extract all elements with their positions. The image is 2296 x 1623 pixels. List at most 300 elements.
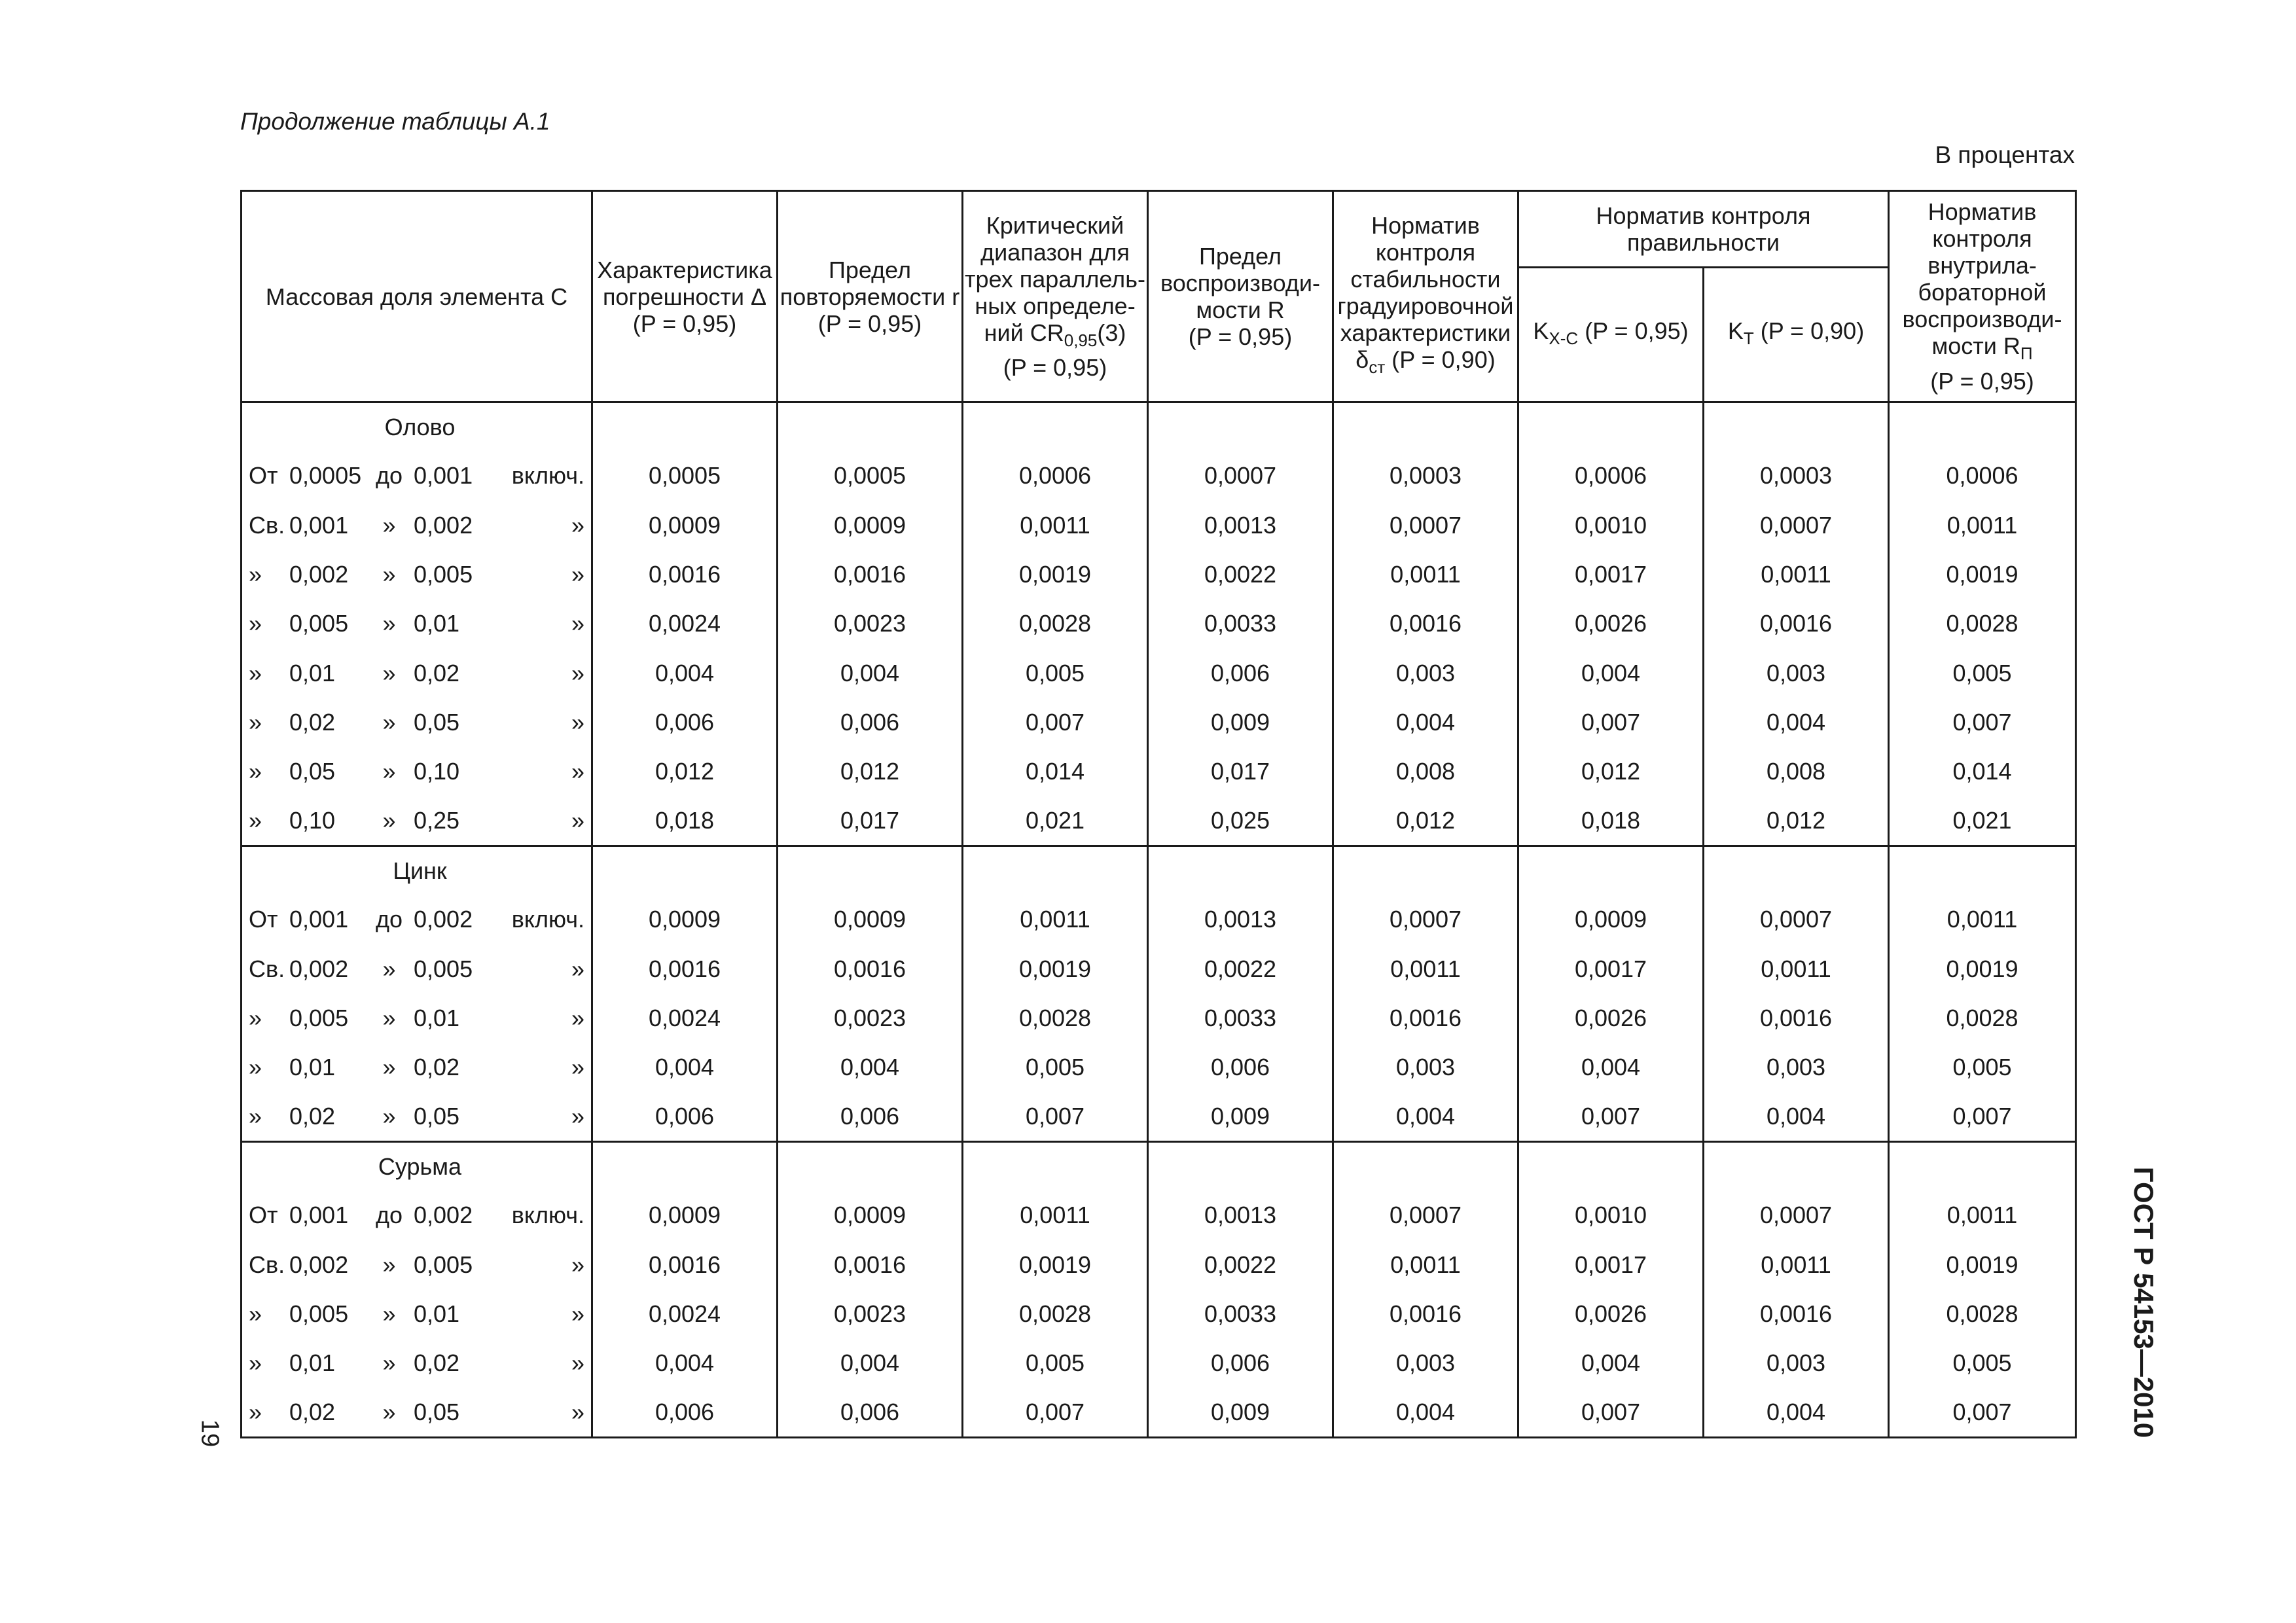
range-to-word: до	[375, 1202, 403, 1229]
range-to: 0,25	[414, 807, 460, 834]
range-to-word: »	[382, 758, 396, 785]
range-to-word: до	[375, 462, 403, 490]
value-cell: 0,0016	[1704, 1289, 1889, 1338]
range-from: 0,10	[289, 807, 336, 834]
element-group	[242, 402, 2076, 846]
value-cell: 0,007	[1518, 1092, 1704, 1141]
value-cell: 0,0016	[778, 1240, 963, 1289]
range-prefix: »	[249, 1005, 262, 1032]
value-cell: 0,0010	[1518, 1191, 1704, 1240]
empty-cell	[592, 402, 778, 452]
table-row	[242, 1043, 2076, 1092]
value-cell: 0,0011	[1704, 550, 1889, 599]
value-cell: 0,0011	[963, 895, 1148, 944]
table-row	[242, 796, 2076, 846]
table-row	[242, 698, 2076, 747]
range-suffix: »	[571, 659, 584, 687]
value-cell: 0,0007	[1333, 501, 1518, 550]
value-cell: 0,005	[1889, 649, 2076, 698]
value-cell: 0,0033	[1148, 1289, 1333, 1338]
value-cell: 0,008	[1333, 747, 1518, 796]
range-to-word: »	[382, 1349, 396, 1377]
value-cell: 0,0011	[1889, 1191, 2076, 1240]
value-cell: 0,0023	[778, 993, 963, 1043]
value-cell: 0,025	[1148, 796, 1333, 846]
value-cell: 0,005	[963, 649, 1148, 698]
range-from: 0,005	[289, 1005, 349, 1032]
element-group	[242, 1142, 2076, 1438]
page-number: 19	[196, 1419, 224, 1448]
value-cell: 0,006	[592, 698, 778, 747]
table-caption: Продолжение таблицы А.1	[240, 108, 550, 135]
range-to-word: »	[382, 1251, 396, 1278]
value-cell: 0,012	[592, 747, 778, 796]
value-cell: 0,0026	[1518, 599, 1704, 649]
element-name-row	[242, 1142, 2076, 1191]
value-cell: 0,014	[963, 747, 1148, 796]
range-to-word: »	[382, 659, 396, 687]
table-row	[242, 1289, 2076, 1338]
range-prefix: »	[249, 709, 262, 736]
value-cell: 0,009	[1148, 698, 1333, 747]
header-kxc: $K_{Х-С}$ (P = 0,95)	[1518, 268, 1704, 402]
value-cell: 0,0007	[1333, 1191, 1518, 1240]
range-to-word: »	[382, 709, 396, 736]
value-cell: 0,006	[1148, 1043, 1333, 1092]
range-suffix: »	[571, 610, 584, 637]
empty-cell	[1889, 1142, 2076, 1191]
range-from: 0,002	[289, 561, 349, 588]
value-cell: 0,021	[1889, 796, 2076, 846]
range-suffix: »	[571, 1349, 584, 1377]
mass-range-cell	[242, 1339, 592, 1388]
empty-cell	[592, 846, 778, 895]
range-prefix: Св.	[249, 955, 285, 982]
value-cell: 0,014	[1889, 747, 2076, 796]
value-cell: 0,0011	[1889, 501, 2076, 550]
value-cell: 0,012	[1333, 796, 1518, 846]
value-cell: 0,0022	[1148, 1240, 1333, 1289]
value-cell: 0,005	[963, 1339, 1148, 1388]
range-to-word: »	[382, 1399, 396, 1426]
value-cell: 0,0009	[592, 895, 778, 944]
value-cell: 0,0019	[1889, 550, 2076, 599]
element-name: Олово	[242, 402, 592, 452]
value-cell: 0,0009	[592, 501, 778, 550]
table-row	[242, 1092, 2076, 1141]
table-row	[242, 452, 2076, 501]
value-cell: 0,007	[1518, 698, 1704, 747]
empty-cell	[963, 402, 1148, 452]
value-cell: 0,018	[592, 796, 778, 846]
mass-range-cell	[242, 993, 592, 1043]
range-suffix: »	[571, 561, 584, 588]
value-cell: 0,0028	[963, 1289, 1148, 1338]
value-cell: 0,0028	[963, 599, 1148, 649]
empty-cell	[778, 1142, 963, 1191]
range-suffix: »	[571, 1300, 584, 1328]
value-cell: 0,0016	[1333, 599, 1518, 649]
range-suffix: »	[571, 1005, 584, 1032]
range-to-word: »	[382, 1005, 396, 1032]
table-row	[242, 599, 2076, 649]
value-cell: 0,0016	[1333, 993, 1518, 1043]
range-suffix: »	[571, 511, 584, 539]
range-suffix: »	[571, 1103, 584, 1130]
range-prefix: »	[249, 1399, 262, 1426]
range-from: 0,02	[289, 1103, 336, 1130]
mass-range-cell	[242, 1240, 592, 1289]
value-cell: 0,0007	[1333, 895, 1518, 944]
value-cell: 0,0007	[1704, 501, 1889, 550]
value-cell: 0,017	[1148, 747, 1333, 796]
range-to: 0,002	[414, 1202, 473, 1229]
value-cell: 0,018	[1518, 796, 1704, 846]
value-cell: 0,0026	[1518, 1289, 1704, 1338]
value-cell: 0,017	[778, 796, 963, 846]
value-cell: 0,004	[1333, 1388, 1518, 1437]
value-cell: 0,004	[1333, 698, 1518, 747]
value-cell: 0,005	[1889, 1043, 2076, 1092]
value-cell: 0,006	[778, 1388, 963, 1437]
table-row	[242, 501, 2076, 550]
value-cell: 0,012	[1518, 747, 1704, 796]
table-row	[242, 1191, 2076, 1240]
value-cell: 0,021	[963, 796, 1148, 846]
value-cell: 0,0017	[1518, 550, 1704, 599]
range-to: 0,002	[414, 511, 473, 539]
range-to: 0,02	[414, 659, 460, 687]
value-cell: 0,0016	[1704, 599, 1889, 649]
value-cell: 0,003	[1704, 1339, 1889, 1388]
empty-cell	[1333, 402, 1518, 452]
value-cell: 0,0016	[1333, 1289, 1518, 1338]
element-name-row	[242, 846, 2076, 895]
range-prefix: От	[249, 1202, 278, 1229]
table-row	[242, 550, 2076, 599]
value-cell: 0,0033	[1148, 599, 1333, 649]
value-cell: 0,004	[1518, 649, 1704, 698]
value-cell: 0,0016	[778, 550, 963, 599]
value-cell: 0,0009	[778, 501, 963, 550]
value-cell: 0,0009	[778, 895, 963, 944]
value-cell: 0,0022	[1148, 944, 1333, 993]
range-to: 0,01	[414, 1005, 460, 1032]
value-cell: 0,007	[1518, 1388, 1704, 1437]
range-suffix: »	[571, 1399, 584, 1426]
empty-cell	[1704, 1142, 1889, 1191]
header-kt: $K_Т$ (P = 0,90)	[1704, 268, 1889, 402]
range-prefix: »	[249, 561, 262, 588]
empty-cell	[778, 402, 963, 452]
header-stability: Норматив контроля стабильности градуировочной характеристики $\delta_{ст}$ (P = 0,90)	[1333, 191, 1518, 402]
range-suffix: »	[571, 758, 584, 785]
document-code: ГОСТ Р 54153—2010	[2128, 1166, 2159, 1438]
range-suffix: »	[571, 955, 584, 982]
range-prefix: »	[249, 807, 262, 834]
range-suffix: »	[571, 1054, 584, 1081]
range-prefix: Св.	[249, 1251, 285, 1278]
units-note: В процентах	[1935, 141, 2075, 168]
table-row	[242, 1339, 2076, 1388]
header-correctness: Норматив контроля правильности	[1518, 191, 1889, 268]
value-cell: 0,005	[1889, 1339, 2076, 1388]
value-cell: 0,0003	[1704, 452, 1889, 501]
empty-cell	[1148, 1142, 1333, 1191]
value-cell: 0,0019	[1889, 1240, 2076, 1289]
range-to-word: »	[382, 561, 396, 588]
value-cell: 0,0011	[963, 1191, 1148, 1240]
mass-range-cell	[242, 895, 592, 944]
value-cell: 0,0016	[592, 1240, 778, 1289]
range-to: 0,01	[414, 610, 460, 637]
element-name-row	[242, 402, 2076, 452]
value-cell: 0,0006	[1518, 452, 1704, 501]
value-cell: 0,0011	[1704, 944, 1889, 993]
value-cell: 0,0033	[1148, 993, 1333, 1043]
range-from: 0,002	[289, 1251, 349, 1278]
mass-range-cell	[242, 698, 592, 747]
mass-range-cell	[242, 550, 592, 599]
range-to: 0,10	[414, 758, 460, 785]
header-reproducibility: Предел воспроизводи- мости R (P = 0,95)	[1148, 191, 1333, 402]
mass-range-cell	[242, 796, 592, 846]
value-cell: 0,0016	[592, 944, 778, 993]
range-prefix: »	[249, 1349, 262, 1377]
value-cell: 0,007	[1889, 698, 2076, 747]
value-cell: 0,0013	[1148, 895, 1333, 944]
range-to: 0,02	[414, 1054, 460, 1081]
range-prefix: Св.	[249, 511, 285, 539]
value-cell: 0,004	[1333, 1092, 1518, 1141]
value-cell: 0,0017	[1518, 944, 1704, 993]
value-cell: 0,0016	[778, 944, 963, 993]
table-row	[242, 993, 2076, 1043]
range-from: 0,05	[289, 758, 336, 785]
value-cell: 0,0010	[1518, 501, 1704, 550]
mass-range-cell	[242, 1092, 592, 1141]
value-cell: 0,0011	[1704, 1240, 1889, 1289]
value-cell: 0,003	[1704, 649, 1889, 698]
value-cell: 0,003	[1333, 1043, 1518, 1092]
value-cell: 0,0026	[1518, 993, 1704, 1043]
mass-range-cell	[242, 649, 592, 698]
value-cell: 0,006	[592, 1388, 778, 1437]
range-suffix: »	[571, 807, 584, 834]
header-mass: Массовая доля элемента C	[242, 191, 592, 402]
range-prefix: »	[249, 659, 262, 687]
value-cell: 0,006	[592, 1092, 778, 1141]
value-cell: 0,004	[592, 649, 778, 698]
range-to: 0,005	[414, 561, 473, 588]
value-cell: 0,0009	[778, 1191, 963, 1240]
empty-cell	[1518, 846, 1704, 895]
value-cell: 0,0009	[1518, 895, 1704, 944]
value-cell: 0,0011	[1889, 895, 2076, 944]
range-from: 0,005	[289, 610, 349, 637]
value-cell: 0,004	[1518, 1043, 1704, 1092]
value-cell: 0,0017	[1518, 1240, 1704, 1289]
value-cell: 0,007	[963, 1092, 1148, 1141]
value-cell: 0,0019	[963, 550, 1148, 599]
value-cell: 0,0028	[1889, 993, 2076, 1043]
range-suffix: включ.	[511, 906, 584, 933]
value-cell: 0,009	[1148, 1388, 1333, 1437]
value-cell: 0,006	[1148, 649, 1333, 698]
header-critical-range: Критический диапазон для трех параллель- ных определе- ний $CR_{0,95}(3)$ (P = 0,95)	[963, 191, 1148, 402]
value-cell: 0,006	[778, 1092, 963, 1141]
mass-range-cell	[242, 452, 592, 501]
value-cell: 0,0019	[963, 944, 1148, 993]
value-cell: 0,012	[1704, 796, 1889, 846]
range-to-word: »	[382, 610, 396, 637]
range-to-word: »	[382, 955, 396, 982]
value-cell: 0,0028	[1889, 1289, 2076, 1338]
range-prefix: »	[249, 610, 262, 637]
range-to: 0,05	[414, 709, 460, 736]
empty-cell	[592, 1142, 778, 1191]
value-cell: 0,006	[1148, 1339, 1333, 1388]
empty-cell	[1518, 402, 1704, 452]
value-cell: 0,0011	[963, 501, 1148, 550]
value-cell: 0,0007	[1148, 452, 1333, 501]
value-cell: 0,004	[1704, 698, 1889, 747]
value-cell: 0,0003	[1333, 452, 1518, 501]
range-from: 0,02	[289, 1399, 336, 1426]
range-to: 0,002	[414, 906, 473, 933]
value-cell: 0,006	[778, 698, 963, 747]
value-cell: 0,007	[963, 1388, 1148, 1437]
value-cell: 0,0016	[1704, 993, 1889, 1043]
range-suffix: »	[571, 1251, 584, 1278]
value-cell: 0,0011	[1333, 1240, 1518, 1289]
empty-cell	[778, 846, 963, 895]
empty-cell	[963, 1142, 1148, 1191]
range-to: 0,01	[414, 1300, 460, 1328]
range-from: 0,002	[289, 955, 349, 982]
empty-cell	[1333, 846, 1518, 895]
range-from: 0,01	[289, 1349, 336, 1377]
value-cell: 0,0019	[963, 1240, 1148, 1289]
value-cell: 0,0023	[778, 1289, 963, 1338]
range-suffix: включ.	[511, 1202, 584, 1229]
range-to: 0,005	[414, 1251, 473, 1278]
empty-cell	[1889, 402, 2076, 452]
mass-range-cell	[242, 501, 592, 550]
range-prefix: »	[249, 1103, 262, 1130]
range-from: 0,001	[289, 1202, 349, 1229]
range-prefix: От	[249, 906, 278, 933]
value-cell: 0,004	[592, 1043, 778, 1092]
table-row	[242, 944, 2076, 993]
value-cell: 0,004	[778, 649, 963, 698]
empty-cell	[1148, 846, 1333, 895]
value-cell: 0,0006	[963, 452, 1148, 501]
range-suffix: включ.	[511, 462, 584, 490]
empty-cell	[1148, 402, 1333, 452]
value-cell: 0,005	[963, 1043, 1148, 1092]
value-cell: 0,0016	[592, 550, 778, 599]
header-delta: Характеристика погрешности Δ (P = 0,95)	[592, 191, 778, 402]
value-cell: 0,012	[778, 747, 963, 796]
table-row	[242, 649, 2076, 698]
value-cell: 0,0024	[592, 599, 778, 649]
value-cell: 0,0011	[1333, 550, 1518, 599]
value-cell: 0,004	[778, 1339, 963, 1388]
value-cell: 0,0024	[592, 993, 778, 1043]
range-to: 0,005	[414, 955, 473, 982]
element-name: Сурьма	[242, 1142, 592, 1191]
empty-cell	[1889, 846, 2076, 895]
value-cell: 0,0024	[592, 1289, 778, 1338]
header-repeatability: Предел повторяемости r (P = 0,95)	[778, 191, 963, 402]
range-to-word: »	[382, 1103, 396, 1130]
range-to: 0,02	[414, 1349, 460, 1377]
range-suffix: »	[571, 709, 584, 736]
value-cell: 0,0009	[592, 1191, 778, 1240]
mass-range-cell	[242, 599, 592, 649]
range-to: 0,05	[414, 1399, 460, 1426]
value-cell: 0,004	[778, 1043, 963, 1092]
range-from: 0,001	[289, 906, 349, 933]
value-cell: 0,0022	[1148, 550, 1333, 599]
value-cell: 0,004	[1704, 1388, 1889, 1437]
range-from: 0,0005	[289, 462, 362, 490]
value-cell: 0,0007	[1704, 895, 1889, 944]
value-cell: 0,0028	[963, 993, 1148, 1043]
range-from: 0,005	[289, 1300, 349, 1328]
range-prefix: »	[249, 1300, 262, 1328]
empty-cell	[1704, 846, 1889, 895]
table-row	[242, 1388, 2076, 1437]
mass-range-cell	[242, 1191, 592, 1240]
table-row	[242, 895, 2076, 944]
empty-cell	[963, 846, 1148, 895]
range-to-word: »	[382, 807, 396, 834]
element-name: Цинк	[242, 846, 592, 895]
value-cell: 0,0013	[1148, 1191, 1333, 1240]
element-group	[242, 846, 2076, 1142]
empty-cell	[1333, 1142, 1518, 1191]
value-cell: 0,007	[1889, 1388, 2076, 1437]
value-cell: 0,0005	[592, 452, 778, 501]
range-to: 0,001	[414, 462, 473, 490]
value-cell: 0,003	[1333, 1339, 1518, 1388]
range-prefix: »	[249, 1054, 262, 1081]
range-to-word: »	[382, 1054, 396, 1081]
data-table	[240, 190, 2077, 1438]
value-cell: 0,007	[1889, 1092, 2076, 1141]
value-cell: 0,004	[1518, 1339, 1704, 1388]
value-cell: 0,0007	[1704, 1191, 1889, 1240]
mass-range-cell	[242, 747, 592, 796]
empty-cell	[1518, 1142, 1704, 1191]
value-cell: 0,0005	[778, 452, 963, 501]
value-cell: 0,0006	[1889, 452, 2076, 501]
value-cell: 0,0013	[1148, 501, 1333, 550]
value-cell: 0,008	[1704, 747, 1889, 796]
header-intralab: Норматив контроля внутрила- бораторной воспроизводи- мости $R_П$ (P = 0,95)	[1889, 191, 2076, 402]
mass-range-cell	[242, 1289, 592, 1338]
mass-range-cell	[242, 944, 592, 993]
range-prefix: От	[249, 462, 278, 490]
value-cell: 0,004	[1704, 1092, 1889, 1141]
value-cell: 0,003	[1333, 649, 1518, 698]
range-from: 0,01	[289, 659, 336, 687]
value-cell: 0,0011	[1333, 944, 1518, 993]
value-cell: 0,004	[592, 1339, 778, 1388]
table-row	[242, 747, 2076, 796]
